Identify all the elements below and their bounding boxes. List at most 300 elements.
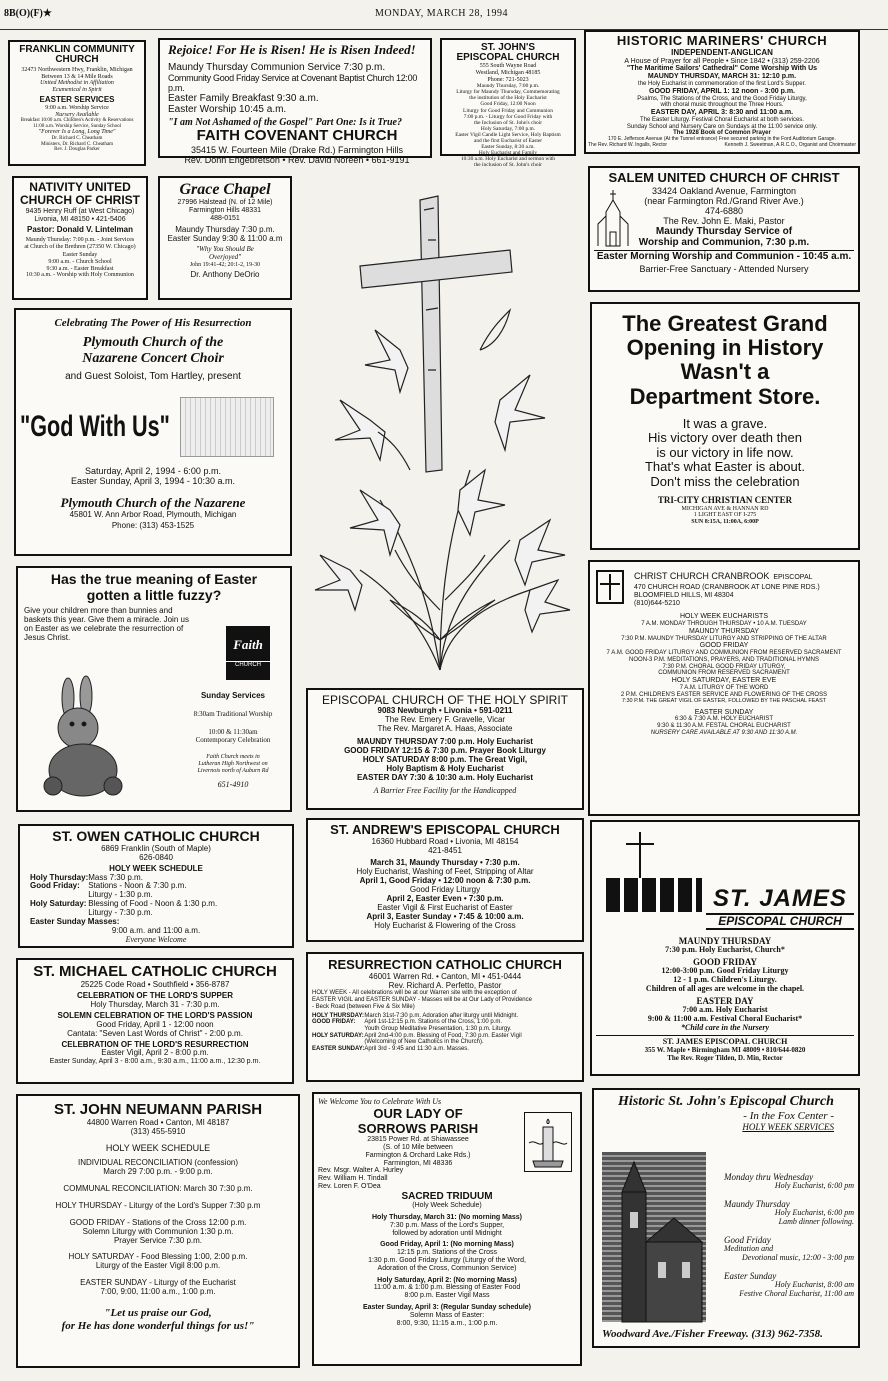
- address: Westland, Michigan 48185: [475, 69, 541, 76]
- service-line: Good Friday, April 1 - 12:00 noon: [96, 1019, 214, 1029]
- sermon-title: Overjoyed": [208, 253, 242, 262]
- ad-st-johns-episcopal-westland: [440, 38, 576, 168]
- sermon-title: "Forever Is a Long, Long Time": [38, 129, 116, 136]
- phone: 421-8451: [428, 845, 462, 855]
- service-line: 9:30 & 11:30 A.M. FESTAL CHORAL EUCHARIST: [657, 723, 791, 730]
- service-line: 7:30 P.M. MAUNDY THURSDAY LITURGY AND STRIPPING OF THE ALTAR: [621, 635, 827, 642]
- church-photo: [602, 1152, 706, 1322]
- service-line: the inclusion of St. John's choir: [474, 161, 542, 168]
- service-line: 10:30 a.m. Holy Eucharist and sermon with: [460, 155, 556, 162]
- church-name: NATIVITY UNITED CHURCH OF CHRIST: [20, 180, 140, 207]
- rector: The Rev. Richard W. Ingalls, Rector: [588, 141, 668, 148]
- ad-st-andrews-episcopal: [306, 818, 584, 942]
- rector: The Rev. Roger Tilden, D. Min, Rector: [667, 1054, 783, 1062]
- section-heading: Monday thru Wednesday: [724, 1172, 814, 1182]
- service-line: 12:00-3:00 p.m. Good Friday Liturgy: [661, 966, 789, 976]
- headline: Has the true meaning of Easter: [50, 571, 258, 587]
- ad-episcopal-holy-spirit: [306, 688, 584, 810]
- service-line: Solemn Mass of Easter:: [409, 1311, 485, 1319]
- service-line: Children of all ages are welcome in the chapel.: [645, 984, 805, 994]
- service-line: Maundy Thursday: 7:00 p.m. - Joint Services: [25, 236, 135, 243]
- service-line: Adoration of the Cross, Communion Service): [377, 1264, 517, 1272]
- service-line: Holy Eucharist, 6:00 pm: [774, 1208, 854, 1218]
- phone: (313) 455-5910: [130, 1126, 186, 1136]
- pastors: Rev. Donn Engebretson • Rev. David Noreen • 661-9191: [184, 155, 410, 166]
- location-note: Livernois north of Auburn Rd: [197, 767, 269, 774]
- phone: Phone: (313) 453-1525: [111, 520, 195, 530]
- associate: The Rev. Margaret A. Haas, Associate: [377, 724, 513, 734]
- service-line: 9:00 a.m. Worship Service: [45, 104, 109, 111]
- shield-icon: [596, 570, 624, 604]
- church-name: Historic St. John's Episcopal Church: [618, 1094, 834, 1109]
- location-note: HOLY WEEK - All celebrations will be at our Warren site with the exception of: [312, 990, 517, 997]
- service-line: GOOD FRIDAY - Stations of the Cross 12:00 p.m.: [69, 1217, 247, 1227]
- service-line: Contemporary Celebration: [195, 735, 271, 744]
- minister: Dr. Richard C. Cheatham: [51, 136, 103, 142]
- clergy: Rev. Loren F. O'Dea: [318, 1183, 381, 1191]
- service-time: (Welcoming of New Catholics in the Church).: [364, 1039, 484, 1046]
- ad-nativity-united-church: [12, 176, 148, 300]
- ad-our-lady-of-sorrows: [312, 1092, 582, 1366]
- section-heading: Maundy Thursday: [724, 1199, 790, 1210]
- church-name: SORROWS PARISH: [357, 1120, 479, 1136]
- service-line: Holy Eucharist, Washing of Feet, Stripping of Altar: [356, 867, 534, 877]
- service-line: Easter Sunday, 8:30 a.m.: [481, 143, 535, 150]
- phone: 488-0151: [210, 214, 240, 222]
- cross-icon: [300, 170, 582, 682]
- church-photo: [180, 397, 274, 457]
- address: 45801 W. Ann Arbor Road, Plymouth, Michigan: [69, 509, 237, 519]
- service-line: MAUNDY THURSDAY 7:00 p.m. Holy Eucharist: [357, 737, 533, 747]
- ad-st-michael-catholic: [16, 958, 294, 1084]
- faith-logo: [226, 626, 270, 680]
- clergy: Rev. Msgr. Walter A. Hurley: [318, 1167, 404, 1175]
- church-name: Plymouth Church of the Nazarene: [60, 495, 246, 510]
- bunny-illustration: [28, 678, 138, 798]
- service-line: Holy Eucharist & Flowering of the Cross: [374, 921, 516, 931]
- pastor: Rev. Richard A. Perfetto, Pastor: [388, 980, 502, 990]
- phone: 474-6880: [704, 205, 744, 216]
- ad-grace-chapel: [158, 176, 292, 300]
- church-name: ST. JOHN NEUMANN PARISH: [53, 1101, 263, 1118]
- service-line: 9:00 & 11:00 a.m. Festival Choral Eucharist*: [647, 1014, 803, 1024]
- service-line: Easter Vigil Candle Light Service, Holy Baptism: [455, 131, 561, 138]
- section-heading: MAUNDY THURSDAY: [678, 936, 772, 947]
- service-line: Devotional music, 12:00 - 3:00 pm: [742, 1253, 854, 1263]
- headline: Wasn't a: [680, 359, 770, 385]
- service-line: COMMUNION FROM RESERVED SACRAMENT: [658, 670, 790, 677]
- address: (near Farmington Rd./Grand River Ave.): [644, 195, 804, 206]
- service-line: Holy Baptism & Holy Eucharist: [386, 764, 504, 774]
- address: 16360 Hubbard Road • Livonia, MI 48154: [371, 836, 519, 846]
- service-time: Stations - Noon & 7:30 p.m.: [88, 881, 187, 891]
- service-line: NOON-3 P.M. MEDITATIONS, PRAYERS, AND TRADITIONAL HYMNS: [629, 657, 819, 664]
- church-name: EPISCOPAL CHURCH: [706, 913, 854, 930]
- service-line: Breakfast 10:00 a.m. Children's Activity & Reservations: [20, 118, 134, 124]
- affiliation: United Methodist in Affiliation: [40, 80, 114, 87]
- vicar: The Rev. Emery F. Gravelle, Vicar: [384, 715, 506, 725]
- section-heading: HOLY WEEK EUCHARISTS: [679, 613, 769, 621]
- service-line: Holy Eucharist, 6:00 pm: [774, 1181, 854, 1191]
- service-line: Nursery Available: [55, 111, 99, 118]
- info-line: A House of Prayer for all People • Since 1842 • (313) 259-2206: [624, 57, 820, 65]
- body-line: That's what Easter is about.: [644, 459, 805, 475]
- service-line: Maundy Thursday Communion Service 7:30 p.m.: [168, 61, 386, 73]
- ad-st-owen-catholic: [18, 824, 294, 948]
- headline: Opening in History: [626, 335, 824, 361]
- day-label: Good Friday:: [30, 881, 80, 891]
- service-line: 7:00 a.m. Holy Eucharist: [682, 1005, 768, 1015]
- denomination: EPISCOPAL: [773, 574, 813, 581]
- minister: Ministers, Dr. Richard C. Cheatham: [40, 141, 114, 147]
- location-note: Lutheran High Northwest on: [198, 761, 268, 768]
- service-time: March 31st-7:30 p.m. Adoration after liturgy until Midnight.: [364, 1012, 519, 1019]
- organist: Kenneth J. Sweetman, A.R.C.O., Organist and Choirmaster: [724, 141, 856, 148]
- service-line: 2 P.M. CHILDREN'S EASTER SERVICE AND FLOWERING OF THE CROSS: [620, 691, 828, 698]
- service-line: Community Good Friday Service at Covenant Baptist Church 12:00 p.m.: [168, 72, 418, 93]
- ad-tri-city-christian-center: [590, 302, 860, 550]
- address: 25225 Code Road • Southfield • 356-8787: [80, 979, 230, 989]
- church-name: HISTORIC MARINERS' CHURCH: [616, 33, 828, 48]
- phone: Phone: 721-5023: [487, 76, 529, 83]
- service-line: 7 A.M. LITURGY OF THE WORD: [679, 685, 769, 692]
- service-line: HOLY THURSDAY - Liturgy of the Lord's Supper 7:30 p.m: [55, 1200, 261, 1210]
- church-name: EPISCOPAL CHURCH: [456, 52, 560, 64]
- address: 470 CHURCH ROAD (CRANBROOK AT LONE PINE RDS.): [634, 583, 820, 591]
- service-line: March 31, Maundy Thursday • 7:30 p.m.: [370, 858, 520, 868]
- church-name: FAITH COVENANT CHURCH: [196, 127, 398, 145]
- day-label: HOLY SATURDAY:: [312, 1032, 364, 1039]
- nursery-note: *Child care in the Nursery: [680, 1023, 769, 1033]
- service-line: Easter Sunday, April 3: (Regular Sunday schedule): [362, 1304, 532, 1312]
- choir-name: Nazarene Concert Choir: [82, 350, 224, 366]
- service-line: MAUNDY THURSDAY, MARCH 31: 12:10 p.m.: [647, 73, 797, 81]
- section-heading: Easter Sunday: [724, 1271, 777, 1281]
- service-line: GOOD FRIDAY, APRIL 1: 12 noon - 3:00 p.m.: [649, 87, 795, 95]
- service-line: 7:00 p.m. - Liturgy for Good Friday with: [463, 113, 553, 120]
- church-name: RESURRECTION CATHOLIC CHURCH: [328, 957, 562, 972]
- headline: The Greatest Grand: [622, 311, 828, 336]
- sermon-title: "Why You Should Be: [196, 245, 254, 254]
- service-line: 7:30 P.M. THE GREAT VIGIL OF EASTER, FOLLOWED BY THE PASCHAL FEAST: [621, 698, 827, 705]
- location-note: Faith Church meets in: [206, 754, 260, 761]
- church-tower-icon: [602, 1152, 706, 1322]
- service-line: Good Friday Liturgy: [409, 885, 481, 895]
- ad-faith-covenant-church: [158, 38, 432, 166]
- service-line: Easter Vigil & First Eucharist of Easter: [377, 903, 513, 913]
- service-time: April 1st-12:15 p.m. Stations of the Cross, 1:00 p.m.: [364, 1019, 503, 1026]
- church-name: FRANKLIN COMMUNITY CHURCH: [19, 44, 135, 65]
- section-heading: (Holy Week Schedule): [412, 1202, 482, 1210]
- service-line: April 3, Easter Sunday • 7:45 & 10:00 a.m.: [366, 912, 524, 922]
- pastor: Pastor: Donald V. Lintelman: [27, 224, 133, 234]
- service-line: Cantata: "Seven Last Words of Christ" - 2:00 p.m.: [67, 1028, 243, 1038]
- address: 23815 Power Rd. at Shiawassee: [367, 1136, 469, 1144]
- service-line: 8:00 p.m. Easter Vigil Mass: [404, 1292, 490, 1300]
- location-note: - Beck Road (between Five & Six Mile): [312, 1003, 415, 1010]
- address: 6869 Franklin (South of Maple): [101, 843, 211, 853]
- ad-resurrection-catholic: [306, 952, 584, 1082]
- table-row: [312, 1019, 522, 1026]
- services-heading: EASTER SERVICES: [39, 94, 115, 104]
- service-time: April 2nd-4:00 p.m. Blessing of Food, 7:30 p.m. Easter Vigil: [364, 1032, 522, 1039]
- ad-st-james-episcopal: [590, 820, 860, 1076]
- address: 44800 Warren Road • Canton, MI 48187: [86, 1117, 230, 1127]
- address: 555 South Wayne Road: [479, 63, 537, 70]
- service-line: Good Friday, 12:00 Noon: [480, 101, 536, 108]
- concert-title: "God With Us": [20, 410, 170, 444]
- service-line: Holy Eucharist and Family: [478, 149, 538, 156]
- service-line: Liturgy of the Easter Vigil 8:00 p.m.: [95, 1261, 221, 1271]
- section-heading: CELEBRATION OF THE LORD'S RESURRECTION: [61, 1039, 249, 1049]
- service-line: EASTER DAY 7:30 & 10:30 a.m. Holy Eucharist: [356, 773, 534, 783]
- welcome-line: We Welcome You to Celebrate With Us: [318, 1097, 442, 1106]
- address: Livonia, MI 48150 • 421-5406: [34, 216, 126, 224]
- service-line: 6:30 & 7:30 A.M. HOLY EUCHARIST: [674, 716, 774, 723]
- service-line: Easter Vigil, April 2 - 8:00 p.m.: [101, 1048, 209, 1058]
- location-tag: - In the Fox Center -: [743, 1109, 834, 1122]
- service-line: Solemn Liturgy with Communion 1:30 p.m.: [82, 1226, 234, 1236]
- ad-salem-united-church: [588, 166, 860, 292]
- service-line: HOLY SATURDAY - Food Blessing 1:00, 2:00 p.m.: [68, 1252, 248, 1262]
- quote: for He has done wonderful things for us!": [61, 1319, 255, 1332]
- ad-historic-st-johns-episcopal: [592, 1088, 860, 1348]
- service-line: 8:00, 9:30, 11:15 a.m., 1:00 p.m.: [396, 1319, 498, 1327]
- service-line: followed by adoration until Midnight: [392, 1229, 502, 1237]
- nursery-note: NURSERY CARE AVAILABLE AT 9:30 AND 11:30 A.M.: [650, 729, 798, 736]
- service-line: The 1928 Book of Common Prayer: [673, 130, 771, 137]
- guest-soloist: and Guest Soloist, Tom Hartley, present: [65, 370, 241, 382]
- service-line: 7:30 P.M. CHORAL GOOD FRIDAY LITURGY,: [662, 663, 786, 670]
- church-name: ST. JAMES EPISCOPAL CHURCH: [662, 1037, 788, 1047]
- accessibility-note: A Barrier Free Facility for the Handicapped: [373, 786, 517, 796]
- service-line: Holy Saturday, 7:00 p.m.: [480, 125, 536, 132]
- service-line: 10:30 a.m. - Worship with Holy Communion: [26, 272, 134, 279]
- service-line: the Holy Eucharist in commemoration of the first Lord's Supper.: [638, 80, 806, 87]
- service-line: 11:00 a.m. Worship Service, Sunday School: [33, 123, 121, 129]
- day-label: HOLY THURSDAY:: [312, 1012, 365, 1019]
- service-line: COMMUNAL RECONCILIATION: March 30 7:30 p.m.: [63, 1183, 253, 1193]
- address: Farmington, MI 48336: [383, 1159, 453, 1167]
- cross-lilies-illustration: [300, 170, 582, 682]
- service-line: Holy Eucharist, 8:00 am: [774, 1280, 854, 1290]
- church-name: CHRIST CHURCH CRANBROOK: [634, 571, 770, 581]
- info-line: "The Maritime Sailors' Cathedral" Come Worship With Us: [626, 65, 818, 73]
- service-line: 9:30 a.m. - Easter Breakfast: [46, 265, 114, 272]
- address: 1 LIGHT EAST OF I-275: [693, 512, 757, 519]
- day-label: Easter Sunday Masses:: [30, 917, 120, 927]
- service-line: April 2, Easter Even • 7:30 p.m.: [386, 894, 504, 904]
- day-label: GOOD FRIDAY:: [312, 1019, 356, 1026]
- day-label: Holy Thursday:: [30, 872, 89, 882]
- phone: (810)644-5210: [634, 599, 680, 607]
- ad-historic-mariners-church: [584, 30, 860, 154]
- table-row: [312, 1046, 522, 1053]
- table-row: [312, 1013, 522, 1020]
- church-building-icon: [596, 188, 630, 248]
- service-line: 1:30 p.m. Good Friday Liturgy (Liturgy of the Word,: [368, 1257, 526, 1264]
- service-line: and the first Eucharist of Easter: [473, 137, 543, 144]
- church-name: ST. JOHN'S: [480, 42, 536, 53]
- service-line: Easter Family Breakfast 9:30 a.m.: [168, 92, 319, 104]
- denomination: INDEPENDENT-ANGLICAN: [671, 47, 773, 57]
- schedule-table: [312, 1013, 522, 1053]
- service-line: Maundy Thursday, 7:00 p.m.: [476, 83, 540, 90]
- service-line: Good Friday, April 1: (No morning Mass): [380, 1241, 514, 1249]
- service-line: Prayer Service 7:30 p.m.: [113, 1235, 203, 1245]
- service-time: Blessing of Food - Noon & 1:30 p.m.: [88, 899, 218, 909]
- service-line: the institution of the Holy Eucharist: [469, 95, 547, 102]
- service-time: April 3rd - 9:45 and 11:30 a.m. Masses.: [364, 1046, 469, 1053]
- section-heading: Good Friday: [724, 1235, 771, 1246]
- address: Farmington & Orchard Lake Rds.): [365, 1151, 471, 1159]
- church-name: ST. OWEN CATHOLIC CHURCH: [52, 828, 260, 844]
- section-heading: EASTER SUNDAY: [694, 708, 754, 716]
- service-line: 7:00, 9:00, 11:00 a.m., 1:00 p.m.: [100, 1287, 216, 1297]
- ad-faith-church: [16, 566, 292, 812]
- service-line: 7:30 p.m. Holy Eucharist, Church*: [665, 945, 785, 955]
- service-line: 7:30 p.m. Mass of the Lord's Supper,: [389, 1221, 505, 1229]
- church-name: SALEM UNITED CHURCH OF CHRIST: [608, 170, 840, 185]
- concert-date: Easter Sunday, April 3, 1994 - 10:30 a.m.: [71, 475, 235, 486]
- minister: Rev. J. Douglas Parker: [54, 147, 100, 153]
- service-time: Liturgy - 7:30 p.m.: [88, 908, 153, 918]
- address-line: Between 13 & 14 Mile Roads: [41, 73, 113, 80]
- headline: Department Store.: [629, 383, 821, 409]
- service-times: SUN 8:15A, 11:00A, 6:00P: [691, 519, 759, 525]
- service-line: Easter Worship 10:45 a.m.: [168, 104, 287, 116]
- address: 27996 Halstead (N. of 12 Mile): [177, 198, 273, 206]
- cross-icon: [620, 830, 660, 880]
- address: 9435 Henry Ruff (at West Chicago): [25, 208, 135, 216]
- headline: gotten a little fuzzy?: [86, 586, 222, 603]
- section-heading: MAUNDY THURSDAY: [688, 627, 759, 635]
- church-name: ST. JAMES: [713, 885, 847, 912]
- table-row: [312, 1033, 522, 1040]
- service-line: 10:00 & 11:30am: [208, 727, 258, 736]
- service-line: HOLY SATURDAY 8:00 p.m. The Great Vigil,: [362, 755, 528, 765]
- service-line: Easter Sunday, April 3 - 8:00 a.m., 9:30 a.m., 11:00 a.m., 12:30 p.m.: [49, 1058, 261, 1066]
- service-line: Psalms, The Stations of the Cross, and the Good Friday Liturgy,: [637, 95, 807, 102]
- service-line: 7 A.M. MONDAY THROUGH THURSDAY • 10 A.M. TUESDAY: [641, 621, 807, 628]
- church-name: EPISCOPAL CHURCH OF THE HOLY SPIRIT: [321, 693, 569, 707]
- schedule-heading: HOLY WEEK SCHEDULE: [105, 1142, 211, 1153]
- service-line: Worship and Communion, 7:30 p.m.: [638, 237, 810, 249]
- service-line: Liturgy for Maundy Thursday, Commemorating: [456, 89, 560, 96]
- service-line: Easter Sunday: [62, 252, 98, 259]
- service-line: Holy Thursday, March 31 - 7:30 p.m.: [90, 999, 220, 1009]
- section-heading: CELEBRATION OF THE LORD'S SUPPER: [77, 990, 233, 1000]
- sermon-title: "I am Not Ashamed of the Gospel" Part One: Is it True?: [168, 117, 402, 129]
- ad-st-john-neumann-parish: [16, 1094, 300, 1368]
- section-heading: SOLEMN CELEBRATION OF THE LORD'S PASSION: [57, 1010, 253, 1020]
- schedule-table: [30, 874, 217, 928]
- body-line: Don't miss the celebration: [650, 473, 800, 489]
- service-line: 11:00 a.m. & 1:00 p.m. Blessing of Easter Food: [373, 1284, 521, 1292]
- location-note: EASTER VIGIL and EASTER SUNDAY - Masses will be at Our Lady of Providence: [312, 997, 532, 1004]
- affiliation: Ecumenical in Spirit: [52, 87, 102, 94]
- service-line: Lamb dinner following.: [778, 1217, 854, 1227]
- address-phone: Woodward Ave./Fisher Freeway. (313) 962-7358.: [602, 1327, 823, 1340]
- phone: 626-0840: [139, 852, 173, 862]
- service-line: Maundy Thursday 7:30 p.m.: [175, 225, 275, 235]
- service-line: EASTER DAY, APRIL 3: 8:30 and 11:00 a.m.: [650, 108, 794, 116]
- section-heading: HOLY SATURDAY, EASTER EVE: [671, 677, 777, 685]
- headline: Celebrating The Power of His Resurrection: [54, 317, 252, 329]
- service-line: 8:30am Traditional Worship: [193, 709, 273, 718]
- church-windows-graphic: [606, 878, 702, 912]
- service-line: 7 A.M. GOOD FRIDAY LITURGY AND COMMUNION FROM RESERVED SACRAMENT: [606, 650, 842, 657]
- service-line: 12 - 1 p.m. Children's Liturgy.: [673, 975, 777, 985]
- body-line: is our victory in life now.: [656, 444, 794, 460]
- church-name: TRI-CITY CHRISTIAN CENTER: [657, 495, 793, 506]
- service-time: Youth Group Meditative Presentation, 1:30 p.m. Liturgy.: [364, 1026, 512, 1033]
- address: MICHIGAN AVE & HANNAN RD: [681, 505, 769, 512]
- service-line: with choral music throughout the Three Hours.: [660, 102, 784, 109]
- day-label: Holy Saturday:: [30, 899, 87, 909]
- table-row: [312, 1039, 522, 1046]
- service-line: EASTER SUNDAY - Liturgy of the Eucharist: [80, 1278, 236, 1288]
- address: 35415 W. Fourteen Mile (Drake Rd.) Farmington Hills: [190, 145, 404, 156]
- service-time: Liturgy - 1:30 p.m.: [88, 890, 153, 900]
- service-line: Sunday School and Nursery Care on Sundays at the 11:00 service only.: [626, 123, 818, 130]
- service-time: Mass 7:30 p.m.: [88, 872, 143, 882]
- service-line: Holy Saturday, April 2: (No morning Mass): [377, 1276, 517, 1284]
- service-line: Meditation and: [724, 1244, 774, 1254]
- service-line: March 29 7:00 p.m. - 9:00 p.m.: [103, 1166, 213, 1176]
- church-name: ST. MICHAEL CATHOLIC CHURCH: [33, 963, 277, 980]
- services-heading: Sunday Services: [200, 691, 266, 700]
- ad-christ-church-cranbrook: [588, 560, 860, 816]
- service-line: Easter Morning Worship and Communion - 10:45 a.m.: [594, 250, 854, 262]
- scripture: John 19:41-42; 20:1-2, 19-30: [189, 261, 261, 268]
- section-label: 8B(O)(F)★: [4, 8, 52, 19]
- logo-text: Faith: [233, 637, 263, 652]
- service-time: 9:00 a.m. and 11:00 a.m.: [111, 926, 201, 936]
- service-line: at Church of the Brethren (27350 W. Chicago): [24, 243, 136, 250]
- day-label: EASTER SUNDAY:: [312, 1046, 365, 1053]
- schedule-heading: HOLY WEEK SCHEDULE: [109, 863, 203, 873]
- address: 33424 Oakland Avenue, Farmington: [652, 185, 796, 196]
- address: 32473 Northwestern Hwy, Franklin, Michigan: [21, 67, 133, 73]
- choir-name: Plymouth Church of the: [82, 335, 224, 351]
- body-line: His victory over death then: [648, 430, 802, 446]
- address: 170 E. Jefferson Avenue (At the Tunnel entrance) Free secured parking in the Ford Auditorium Garage.: [608, 135, 836, 142]
- address: 46001 Warren Rd. • Canton, MI • 451-0444: [368, 971, 522, 981]
- service-line: INDIVIDUAL RECONCILIATION (confession): [77, 1157, 239, 1167]
- section-heading: GOOD FRIDAY: [693, 957, 757, 968]
- service-line: Festive Choral Eucharist, 11:00 am: [739, 1289, 854, 1299]
- service-line: Easter Sunday 9:30 & 11:00 a.m: [167, 234, 283, 244]
- pastor: The Rev. John E. Maki, Pastor: [663, 215, 785, 226]
- service-line: Maundy Thursday Service of: [655, 225, 793, 237]
- section-heading: SACRED TRIDUUM: [401, 1190, 493, 1202]
- issue-date: MONDAY, MARCH 28, 1994: [375, 8, 508, 19]
- ad-plymouth-nazarene: [14, 308, 292, 556]
- body-line: It was a grave.: [682, 415, 768, 431]
- address: BLOOMFIELD HILLS, MI 48304: [634, 591, 734, 599]
- service-line: the Inclusion of St. John's choir: [473, 119, 543, 126]
- service-line: Holy Thursday, March 31: (No morning Mass): [371, 1213, 522, 1221]
- service-line: April 1, Good Friday • 12:00 noon & 7:30 p.m.: [359, 876, 531, 886]
- church-name: Grace Chapel: [179, 181, 271, 198]
- address: (S. of 10 Mile between: [383, 1143, 453, 1151]
- logo-text: CHURCH: [226, 661, 270, 669]
- section-heading: GOOD FRIDAY: [699, 642, 749, 650]
- candle-icon: [524, 1112, 572, 1172]
- schedule-heading: HOLY WEEK SERVICES: [742, 1121, 834, 1132]
- masthead: [0, 0, 888, 30]
